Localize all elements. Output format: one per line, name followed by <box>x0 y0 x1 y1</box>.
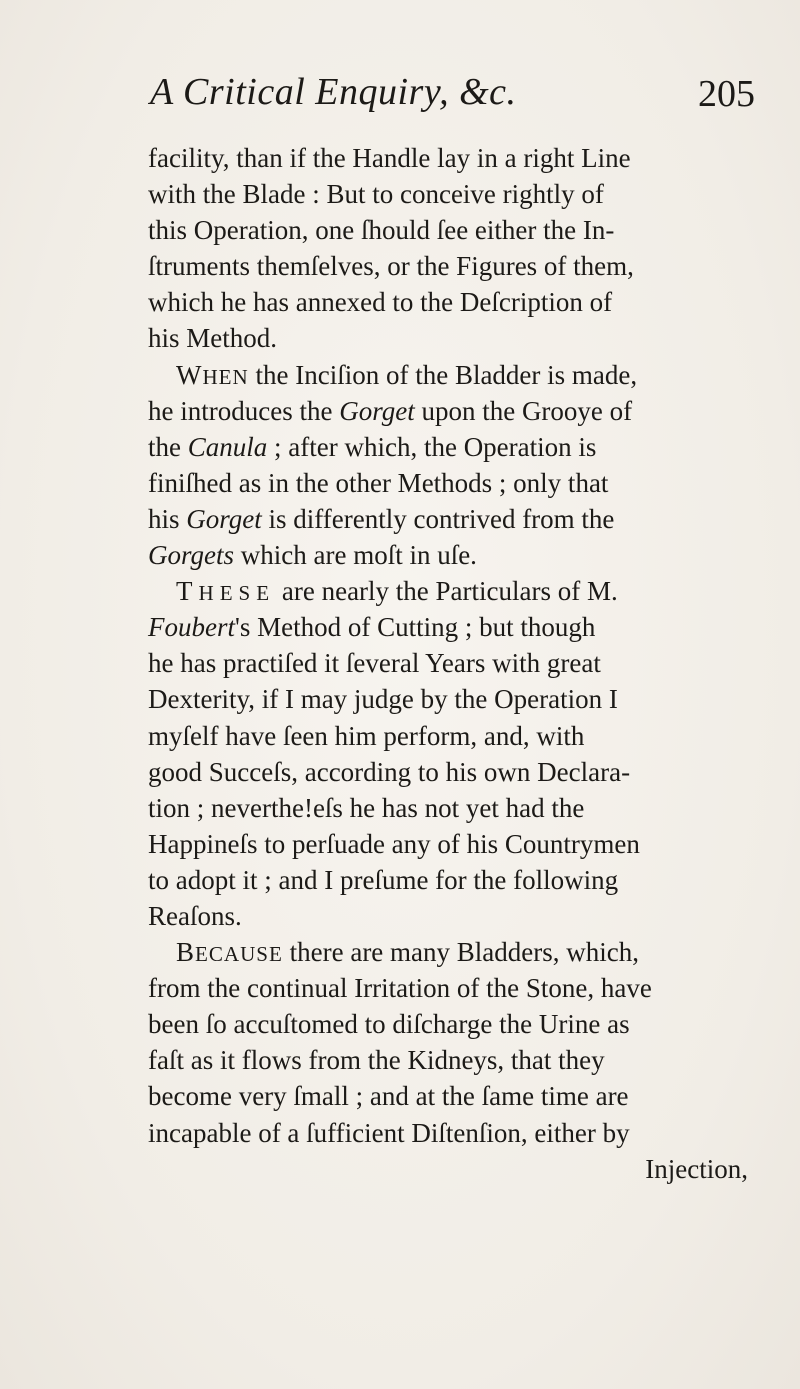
text-segment: which are moſt in uſe. <box>234 540 477 571</box>
text-segment: upon the Grooye of <box>414 395 633 426</box>
text-segment: BECAUSE <box>176 937 283 968</box>
italic-word: Canula <box>187 431 268 462</box>
text-line <box>148 357 768 393</box>
text-line <box>148 1006 768 1042</box>
text-line <box>148 537 768 573</box>
text-segment: tion ; neverthe!eſs he has not yet had the <box>148 792 585 823</box>
text-segment: his Method. <box>148 323 278 354</box>
text-line <box>148 681 768 717</box>
text-line <box>148 826 768 862</box>
text-line <box>148 140 768 176</box>
text-segment: 's Method of Cutting ; but though <box>235 612 596 643</box>
text-segment: Dexterity, if I may judge by the Operation I <box>148 684 618 715</box>
text-line <box>148 501 768 537</box>
text-segment: are nearly the Particulars of M. <box>275 576 618 607</box>
text-line <box>148 320 768 356</box>
page-number: 205 <box>698 73 755 115</box>
text-line <box>148 645 768 681</box>
text-segment: there are many Bladders, which, <box>282 937 639 968</box>
text-segment: this Operation, one ſhould ſee either the In- <box>148 215 615 246</box>
text-segment: THESE <box>176 576 276 607</box>
italic-word: Gorget <box>339 395 415 426</box>
text-line <box>148 1078 768 1114</box>
text-line <box>148 573 768 609</box>
text-segment: Reaſons. <box>148 900 242 931</box>
text-segment: the Inciſion of the Bladder is made, <box>248 359 638 390</box>
text-line <box>148 718 768 754</box>
text-line <box>148 1115 768 1151</box>
text-line <box>148 1042 768 1078</box>
text-line <box>148 754 768 790</box>
text-segment: incapable of a ſufficient Diſtenſion, either by <box>148 1117 630 1148</box>
text-segment: his <box>148 503 187 534</box>
italic-word: Gorgets <box>148 540 234 571</box>
text-segment: is differently contrived from the <box>261 503 615 534</box>
text-line <box>148 284 768 320</box>
text-segment: ; after which, the Operation is <box>267 431 597 462</box>
text-segment: ſtruments themſelves, or the Figures of them, <box>148 251 634 282</box>
text-segment: to adopt it ; and I preſume for the following <box>148 864 619 895</box>
text-segment: been ſo accuſtomed to diſcharge the Urine as <box>148 1009 630 1040</box>
text-segment: from the continual Irritation of the Stone, have <box>148 973 652 1004</box>
text-line <box>148 248 768 284</box>
text-line <box>148 970 768 1006</box>
text-line <box>148 465 768 501</box>
body-text <box>148 140 768 1187</box>
text-segment: with the Blade : But to conceive rightly of <box>148 179 604 210</box>
italic-word: Gorget <box>186 503 262 534</box>
text-segment: good Succeſs, according to his own Declara- <box>148 756 631 787</box>
text-segment: he introduces the <box>148 395 340 426</box>
text-line <box>148 176 768 212</box>
text-segment: Happineſs to perſuade any of his Countrymen <box>148 828 640 859</box>
text-line <box>148 862 768 898</box>
text-segment: myſelf have ſeen him perform, and, with <box>148 720 585 751</box>
running-title: A Critical Enquiry, &c. <box>150 71 517 113</box>
italic-word: Foubert <box>148 612 235 643</box>
text-segment: he has practiſed it ſeveral Years with great <box>148 648 601 679</box>
text-line <box>148 609 768 645</box>
running-head <box>150 70 755 120</box>
text-segment: faſt as it flows from the Kidneys, that they <box>148 1045 605 1076</box>
text-line <box>148 790 768 826</box>
text-segment: WHEN <box>176 359 249 390</box>
text-segment: become very ſmall ; and at the ſame time are <box>148 1081 629 1112</box>
text-line <box>148 212 768 248</box>
text-line <box>148 898 768 934</box>
catchword: Injection, <box>645 1153 748 1184</box>
text-line <box>148 393 768 429</box>
text-segment: facility, than if the Handle lay in a right Line <box>148 143 631 173</box>
text-segment: which he has annexed to the Deſcription of <box>148 287 613 318</box>
text-segment: finiſhed as in the other Methods ; only that <box>148 467 609 498</box>
text-line <box>148 429 768 465</box>
text-line <box>148 934 768 970</box>
text-segment: the <box>148 431 188 462</box>
